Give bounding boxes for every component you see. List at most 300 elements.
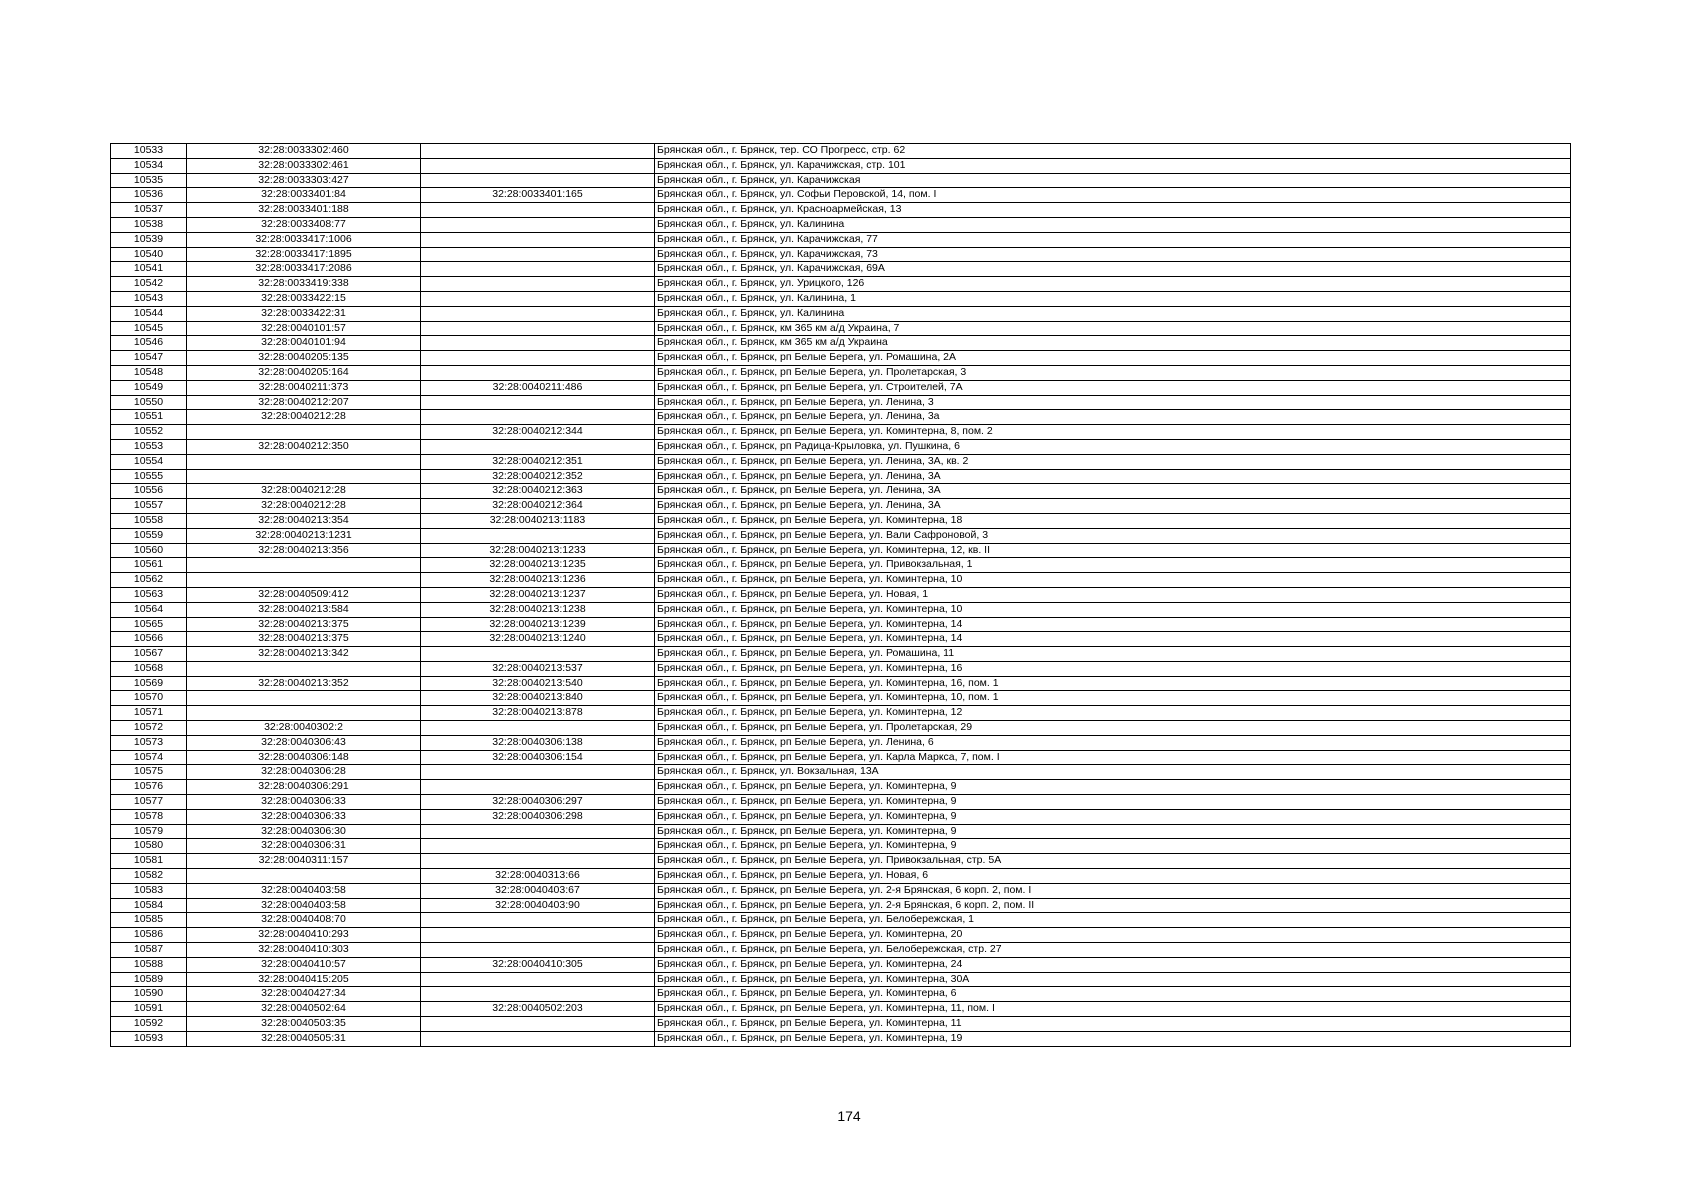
cadastral-number-cell [187, 706, 421, 721]
cadastral-number-cell: 32:28:0033422:31 [187, 306, 421, 321]
row-number-cell: 10558 [111, 513, 187, 528]
table-row [111, 632, 1571, 647]
related-cadastral-number-cell: 32:28:0040306:297 [421, 795, 655, 810]
cadastral-number-cell: 32:28:0040306:28 [187, 765, 421, 780]
address-cell: Брянская обл., г. Брянск, рп Белые Берега, ул. Коминтерна, 11 [655, 1017, 1571, 1032]
row-number-cell: 10543 [111, 291, 187, 306]
table-row [111, 1031, 1571, 1046]
address-cell: Брянская обл., г. Брянск, рп Белые Берега, ул. Ленина, 6 [655, 735, 1571, 750]
cadastral-number-cell: 32:28:0040509:412 [187, 587, 421, 602]
related-cadastral-number-cell: 32:28:0040213:540 [421, 676, 655, 691]
address-cell: Брянская обл., г. Брянск, рп Белые Берега, ул. Коминтерна, 10 [655, 573, 1571, 588]
table-row [111, 898, 1571, 913]
related-cadastral-number-cell: 32:28:0040403:90 [421, 898, 655, 913]
related-cadastral-number-cell [421, 351, 655, 366]
row-number-cell: 10590 [111, 987, 187, 1002]
row-number-cell: 10573 [111, 735, 187, 750]
table-row [111, 410, 1571, 425]
cadastral-number-cell [187, 425, 421, 440]
cadastral-number-cell: 32:28:0040213:375 [187, 617, 421, 632]
related-cadastral-number-cell: 32:28:0040213:537 [421, 661, 655, 676]
table-row [111, 1017, 1571, 1032]
table-row [111, 943, 1571, 958]
table-row [111, 883, 1571, 898]
related-cadastral-number-cell [421, 854, 655, 869]
address-cell: Брянская обл., г. Брянск, ул. Калинина, 1 [655, 291, 1571, 306]
row-number-cell: 10572 [111, 721, 187, 736]
address-cell: Брянская обл., г. Брянск, рп Белые Берега, ул. Коминтерна, 12, кв. II [655, 543, 1571, 558]
cadastral-number-cell: 32:28:0040410:303 [187, 943, 421, 958]
row-number-cell: 10581 [111, 854, 187, 869]
row-number-cell: 10566 [111, 632, 187, 647]
cadastral-number-cell: 32:28:0040306:33 [187, 795, 421, 810]
address-cell: Брянская обл., г. Брянск, тер. СО Прогресс, стр. 62 [655, 144, 1571, 159]
table-row [111, 691, 1571, 706]
related-cadastral-number-cell [421, 262, 655, 277]
related-cadastral-number-cell: 32:28:0040313:66 [421, 869, 655, 884]
related-cadastral-number-cell: 32:28:0040212:364 [421, 499, 655, 514]
related-cadastral-number-cell: 32:28:0040306:138 [421, 735, 655, 750]
table-row [111, 661, 1571, 676]
table-row [111, 676, 1571, 691]
related-cadastral-number-cell [421, 306, 655, 321]
cadastral-number-cell [187, 454, 421, 469]
cadastral-number-cell [187, 691, 421, 706]
cadastral-number-cell: 32:28:0040410:293 [187, 928, 421, 943]
cadastral-number-cell: 32:28:0040212:28 [187, 410, 421, 425]
cadastral-number-cell: 32:28:0033417:1006 [187, 232, 421, 247]
address-cell: Брянская обл., г. Брянск, рп Белые Берега, ул. Коминтерна, 9 [655, 809, 1571, 824]
table-row [111, 809, 1571, 824]
cadastral-number-cell: 32:28:0040213:1231 [187, 528, 421, 543]
address-cell: Брянская обл., г. Брянск, рп Белые Берега, ул. Ромашина, 11 [655, 647, 1571, 662]
cadastral-number-cell [187, 573, 421, 588]
row-number-cell: 10583 [111, 883, 187, 898]
related-cadastral-number-cell: 32:28:0040213:1236 [421, 573, 655, 588]
row-number-cell: 10564 [111, 602, 187, 617]
related-cadastral-number-cell: 32:28:0040212:351 [421, 454, 655, 469]
table-row [111, 484, 1571, 499]
address-cell: Брянская обл., г. Брянск, ул. Вокзальная, 13А [655, 765, 1571, 780]
table-row [111, 765, 1571, 780]
row-number-cell: 10555 [111, 469, 187, 484]
table-row [111, 573, 1571, 588]
table-row [111, 306, 1571, 321]
address-cell: Брянская обл., г. Брянск, ул. Красноармейская, 13 [655, 203, 1571, 218]
table-row [111, 647, 1571, 662]
cadastral-number-cell: 32:28:0040213:342 [187, 647, 421, 662]
address-cell: Брянская обл., г. Брянск, рп Белые Берега, ул. Карла Маркса, 7, пом. I [655, 750, 1571, 765]
address-cell: Брянская обл., г. Брянск, рп Белые Берега, ул. Коминтерна, 10 [655, 602, 1571, 617]
cadastral-number-cell: 32:28:0040306:30 [187, 824, 421, 839]
table-row [111, 380, 1571, 395]
cadastral-number-cell: 32:28:0040403:58 [187, 898, 421, 913]
row-number-cell: 10547 [111, 351, 187, 366]
cadastral-number-cell: 32:28:0040403:58 [187, 883, 421, 898]
address-cell: Брянская обл., г. Брянск, рп Белые Берега, ул. Ленина, 3 [655, 395, 1571, 410]
table-row [111, 972, 1571, 987]
table-row [111, 469, 1571, 484]
cadastral-number-cell [187, 661, 421, 676]
related-cadastral-number-cell [421, 217, 655, 232]
related-cadastral-number-cell: 32:28:0040211:486 [421, 380, 655, 395]
related-cadastral-number-cell: 32:28:0040306:154 [421, 750, 655, 765]
row-number-cell: 10548 [111, 365, 187, 380]
address-cell: Брянская обл., г. Брянск, рп Белые Берега, ул. Коминтерна, 20 [655, 928, 1571, 943]
cadastral-number-cell: 32:28:0040306:291 [187, 780, 421, 795]
row-number-cell: 10538 [111, 217, 187, 232]
row-number-cell: 10537 [111, 203, 187, 218]
address-cell: Брянская обл., г. Брянск, ул. Карачижская, 73 [655, 247, 1571, 262]
table-row [111, 351, 1571, 366]
row-number-cell: 10576 [111, 780, 187, 795]
cadastral-number-cell: 32:28:0033302:461 [187, 158, 421, 173]
row-number-cell: 10578 [111, 809, 187, 824]
address-cell: Брянская обл., г. Брянск, рп Белые Берега, ул. Коминтерна, 12 [655, 706, 1571, 721]
cadastral-number-cell: 32:28:0040213:352 [187, 676, 421, 691]
related-cadastral-number-cell [421, 765, 655, 780]
address-cell: Брянская обл., г. Брянск, рп Белые Берега, ул. Белобережская, 1 [655, 913, 1571, 928]
cadastral-number-cell: 32:28:0040101:94 [187, 336, 421, 351]
row-number-cell: 10570 [111, 691, 187, 706]
related-cadastral-number-cell [421, 943, 655, 958]
cadastral-number-cell: 32:28:0040306:148 [187, 750, 421, 765]
row-number-cell: 10534 [111, 158, 187, 173]
row-number-cell: 10579 [111, 824, 187, 839]
table-row [111, 528, 1571, 543]
related-cadastral-number-cell: 32:28:0040213:1233 [421, 543, 655, 558]
related-cadastral-number-cell [421, 144, 655, 159]
related-cadastral-number-cell: 32:28:0040213:1240 [421, 632, 655, 647]
related-cadastral-number-cell: 32:28:0040212:352 [421, 469, 655, 484]
cadastral-number-cell: 32:28:0040408:70 [187, 913, 421, 928]
cadastral-number-cell: 32:28:0040213:375 [187, 632, 421, 647]
related-cadastral-number-cell [421, 824, 655, 839]
cadastral-number-cell: 32:28:0040212:207 [187, 395, 421, 410]
address-cell: Брянская обл., г. Брянск, ул. Карачижская, 69А [655, 262, 1571, 277]
cadastral-number-cell: 32:28:0033302:460 [187, 144, 421, 159]
cadastral-number-cell: 32:28:0040213:354 [187, 513, 421, 528]
related-cadastral-number-cell: 32:28:0040213:1237 [421, 587, 655, 602]
table-row [111, 247, 1571, 262]
table-row [111, 513, 1571, 528]
address-cell: Брянская обл., г. Брянск, рп Белые Берега, ул. Пролетарская, 3 [655, 365, 1571, 380]
cadastral-number-cell: 32:28:0040505:31 [187, 1031, 421, 1046]
row-number-cell: 10565 [111, 617, 187, 632]
row-number-cell: 10568 [111, 661, 187, 676]
row-number-cell: 10588 [111, 957, 187, 972]
table-row [111, 291, 1571, 306]
related-cadastral-number-cell [421, 173, 655, 188]
cadastral-number-cell: 32:28:0033303:427 [187, 173, 421, 188]
table-row [111, 395, 1571, 410]
table-row [111, 217, 1571, 232]
cadastral-number-cell: 32:28:0040101:57 [187, 321, 421, 336]
cadastral-number-cell: 32:28:0040502:64 [187, 1002, 421, 1017]
address-cell: Брянская обл., г. Брянск, рп Белые Берега, ул. Коминтерна, 16, пом. 1 [655, 676, 1571, 691]
row-number-cell: 10551 [111, 410, 187, 425]
cadastral-number-cell: 32:28:0033408:77 [187, 217, 421, 232]
related-cadastral-number-cell [421, 410, 655, 425]
row-number-cell: 10535 [111, 173, 187, 188]
cadastral-number-cell: 32:28:0040306:31 [187, 839, 421, 854]
row-number-cell: 10546 [111, 336, 187, 351]
related-cadastral-number-cell [421, 913, 655, 928]
related-cadastral-number-cell [421, 528, 655, 543]
row-number-cell: 10591 [111, 1002, 187, 1017]
table-row [111, 587, 1571, 602]
table-row [111, 795, 1571, 810]
cadastral-number-cell [187, 869, 421, 884]
address-cell: Брянская обл., г. Брянск, рп Белые Берега, ул. Коминтерна, 9 [655, 824, 1571, 839]
address-cell: Брянская обл., г. Брянск, рп Белые Берега, ул. Коминтерна, 6 [655, 987, 1571, 1002]
related-cadastral-number-cell: 32:28:0040502:203 [421, 1002, 655, 1017]
row-number-cell: 10593 [111, 1031, 187, 1046]
address-cell: Брянская обл., г. Брянск, рп Белые Берега, ул. 2-я Брянская, 6 корп. 2, пом. II [655, 898, 1571, 913]
address-cell: Брянская обл., г. Брянск, ул. Софьи Перовской, 14, пом. I [655, 188, 1571, 203]
row-number-cell: 10587 [111, 943, 187, 958]
related-cadastral-number-cell [421, 365, 655, 380]
cadastral-number-cell: 32:28:0040205:135 [187, 351, 421, 366]
row-number-cell: 10584 [111, 898, 187, 913]
table-row [111, 839, 1571, 854]
related-cadastral-number-cell [421, 321, 655, 336]
row-number-cell: 10592 [111, 1017, 187, 1032]
cadastral-number-cell: 32:28:0040212:350 [187, 439, 421, 454]
related-cadastral-number-cell [421, 1031, 655, 1046]
row-number-cell: 10589 [111, 972, 187, 987]
address-cell: Брянская обл., г. Брянск, рп Белые Берега, ул. Коминтерна, 10, пом. 1 [655, 691, 1571, 706]
address-cell: Брянская обл., г. Брянск, рп Белые Берега, ул. Ленина, 3А [655, 499, 1571, 514]
table-row [111, 735, 1571, 750]
cadastral-number-cell: 32:28:0040503:35 [187, 1017, 421, 1032]
related-cadastral-number-cell: 32:28:0040213:1235 [421, 558, 655, 573]
table-row [111, 617, 1571, 632]
row-number-cell: 10556 [111, 484, 187, 499]
table-row [111, 854, 1571, 869]
row-number-cell: 10552 [111, 425, 187, 440]
related-cadastral-number-cell [421, 247, 655, 262]
related-cadastral-number-cell [421, 395, 655, 410]
table-row [111, 987, 1571, 1002]
address-cell: Брянская обл., г. Брянск, рп Белые Берега, ул. Коминтерна, 19 [655, 1031, 1571, 1046]
related-cadastral-number-cell [421, 336, 655, 351]
table-row [111, 144, 1571, 159]
table-row [111, 321, 1571, 336]
table-row [111, 365, 1571, 380]
address-cell: Брянская обл., г. Брянск, рп Белые Берега, ул. Коминтерна, 18 [655, 513, 1571, 528]
table-row [111, 336, 1571, 351]
related-cadastral-number-cell: 32:28:0040403:67 [421, 883, 655, 898]
registry-table [110, 143, 1571, 1047]
row-number-cell: 10540 [111, 247, 187, 262]
address-cell: Брянская обл., г. Брянск, ул. Калинина [655, 217, 1571, 232]
address-cell: Брянская обл., г. Брянск, рп Белые Берега, ул. Коминтерна, 14 [655, 632, 1571, 647]
registry-table-body [111, 144, 1571, 1047]
address-cell: Брянская обл., г. Брянск, рп Белые Берега, ул. Коминтерна, 9 [655, 839, 1571, 854]
row-number-cell: 10582 [111, 869, 187, 884]
row-number-cell: 10586 [111, 928, 187, 943]
row-number-cell: 10544 [111, 306, 187, 321]
cadastral-number-cell: 32:28:0040212:28 [187, 484, 421, 499]
row-number-cell: 10580 [111, 839, 187, 854]
related-cadastral-number-cell: 32:28:0040213:840 [421, 691, 655, 706]
related-cadastral-number-cell: 32:28:0040213:1183 [421, 513, 655, 528]
cadastral-number-cell: 32:28:0040213:584 [187, 602, 421, 617]
row-number-cell: 10553 [111, 439, 187, 454]
row-number-cell: 10562 [111, 573, 187, 588]
row-number-cell: 10575 [111, 765, 187, 780]
cadastral-number-cell: 32:28:0040415:205 [187, 972, 421, 987]
table-row [111, 721, 1571, 736]
address-cell: Брянская обл., г. Брянск, рп Белые Берега, ул. Ромашина, 2А [655, 351, 1571, 366]
table-row [111, 824, 1571, 839]
address-cell: Брянская обл., г. Брянск, ул. Калинина [655, 306, 1571, 321]
related-cadastral-number-cell: 32:28:0040306:298 [421, 809, 655, 824]
address-cell: Брянская обл., г. Брянск, рп Белые Берега, ул. Коминтерна, 8, пом. 2 [655, 425, 1571, 440]
table-row [111, 232, 1571, 247]
cadastral-number-cell [187, 558, 421, 573]
address-cell: Брянская обл., г. Брянск, рп Белые Берега, ул. Коминтерна, 11, пом. I [655, 1002, 1571, 1017]
table-row [111, 158, 1571, 173]
cadastral-number-cell [187, 469, 421, 484]
related-cadastral-number-cell [421, 721, 655, 736]
cadastral-number-cell: 32:28:0040306:33 [187, 809, 421, 824]
row-number-cell: 10563 [111, 587, 187, 602]
table-row [111, 750, 1571, 765]
row-number-cell: 10557 [111, 499, 187, 514]
table-row [111, 499, 1571, 514]
table-row [111, 913, 1571, 928]
address-cell: Брянская обл., г. Брянск, рп Белые Берега, ул. Ленина, 3А, кв. 2 [655, 454, 1571, 469]
cadastral-number-cell: 32:28:0040213:356 [187, 543, 421, 558]
row-number-cell: 10567 [111, 647, 187, 662]
cadastral-number-cell: 32:28:0033417:2086 [187, 262, 421, 277]
related-cadastral-number-cell [421, 439, 655, 454]
related-cadastral-number-cell [421, 780, 655, 795]
row-number-cell: 10550 [111, 395, 187, 410]
row-number-cell: 10577 [111, 795, 187, 810]
table-row [111, 928, 1571, 943]
table-row [111, 425, 1571, 440]
related-cadastral-number-cell: 32:28:0040212:344 [421, 425, 655, 440]
related-cadastral-number-cell [421, 987, 655, 1002]
address-cell: Брянская обл., г. Брянск, рп Белые Берега, ул. Новая, 6 [655, 869, 1571, 884]
address-cell: Брянская обл., г. Брянск, рп Радица-Крыловка, ул. Пушкина, 6 [655, 439, 1571, 454]
related-cadastral-number-cell: 32:28:0040410:305 [421, 957, 655, 972]
cadastral-number-cell: 32:28:0040311:157 [187, 854, 421, 869]
address-cell: Брянская обл., г. Брянск, рп Белые Берега, ул. Ленина, 3а [655, 410, 1571, 425]
related-cadastral-number-cell: 32:28:0040213:878 [421, 706, 655, 721]
cadastral-number-cell: 32:28:0033401:84 [187, 188, 421, 203]
table-row [111, 439, 1571, 454]
table-row [111, 869, 1571, 884]
row-number-cell: 10541 [111, 262, 187, 277]
address-cell: Брянская обл., г. Брянск, ул. Урицкого, 126 [655, 277, 1571, 292]
row-number-cell: 10554 [111, 454, 187, 469]
address-cell: Брянская обл., г. Брянск, рп Белые Берега, ул. Строителей, 7А [655, 380, 1571, 395]
row-number-cell: 10585 [111, 913, 187, 928]
related-cadastral-number-cell: 32:28:0040213:1239 [421, 617, 655, 632]
address-cell: Брянская обл., г. Брянск, рп Белые Берега, ул. Ленина, 3А [655, 469, 1571, 484]
row-number-cell: 10542 [111, 277, 187, 292]
address-cell: Брянская обл., г. Брянск, рп Белые Берега, ул. Белобережская, стр. 27 [655, 943, 1571, 958]
row-number-cell: 10545 [111, 321, 187, 336]
table-row [111, 780, 1571, 795]
table-row [111, 203, 1571, 218]
row-number-cell: 10571 [111, 706, 187, 721]
table-row [111, 454, 1571, 469]
cadastral-number-cell: 32:28:0040205:164 [187, 365, 421, 380]
cadastral-number-cell: 32:28:0033401:188 [187, 203, 421, 218]
address-cell: Брянская обл., г. Брянск, рп Белые Берега, ул. Вали Сафроновой, 3 [655, 528, 1571, 543]
cadastral-number-cell: 32:28:0040211:373 [187, 380, 421, 395]
row-number-cell: 10533 [111, 144, 187, 159]
address-cell: Брянская обл., г. Брянск, рп Белые Берега, ул. Привокзальная, 1 [655, 558, 1571, 573]
table-row [111, 543, 1571, 558]
cadastral-number-cell: 32:28:0033417:1895 [187, 247, 421, 262]
table-row [111, 706, 1571, 721]
address-cell: Брянская обл., г. Брянск, рп Белые Берега, ул. Коминтерна, 16 [655, 661, 1571, 676]
address-cell: Брянская обл., г. Брянск, рп Белые Берега, ул. Ленина, 3А [655, 484, 1571, 499]
related-cadastral-number-cell: 32:28:0033401:165 [421, 188, 655, 203]
row-number-cell: 10536 [111, 188, 187, 203]
cadastral-number-cell: 32:28:0040212:28 [187, 499, 421, 514]
related-cadastral-number-cell [421, 1017, 655, 1032]
row-number-cell: 10574 [111, 750, 187, 765]
cadastral-number-cell: 32:28:0033419:338 [187, 277, 421, 292]
table-row [111, 188, 1571, 203]
related-cadastral-number-cell [421, 972, 655, 987]
table-row [111, 558, 1571, 573]
address-cell: Брянская обл., г. Брянск, рп Белые Берега, ул. Коминтерна, 24 [655, 957, 1571, 972]
address-cell: Брянская обл., г. Брянск, рп Белые Берега, ул. 2-я Брянская, 6 корп. 2, пом. I [655, 883, 1571, 898]
related-cadastral-number-cell: 32:28:0040213:1238 [421, 602, 655, 617]
address-cell: Брянская обл., г. Брянск, км 365 км а/д Украина [655, 336, 1571, 351]
address-cell: Брянская обл., г. Брянск, ул. Карачижская [655, 173, 1571, 188]
row-number-cell: 10569 [111, 676, 187, 691]
table-row [111, 957, 1571, 972]
row-number-cell: 10561 [111, 558, 187, 573]
cadastral-number-cell: 32:28:0040427:34 [187, 987, 421, 1002]
related-cadastral-number-cell [421, 928, 655, 943]
table-row [111, 602, 1571, 617]
related-cadastral-number-cell [421, 291, 655, 306]
related-cadastral-number-cell [421, 277, 655, 292]
related-cadastral-number-cell [421, 647, 655, 662]
table-row [111, 277, 1571, 292]
cadastral-number-cell: 32:28:0033422:15 [187, 291, 421, 306]
row-number-cell: 10549 [111, 380, 187, 395]
cadastral-number-cell: 32:28:0040302:2 [187, 721, 421, 736]
cadastral-number-cell: 32:28:0040410:57 [187, 957, 421, 972]
address-cell: Брянская обл., г. Брянск, ул. Карачижская, 77 [655, 232, 1571, 247]
address-cell: Брянская обл., г. Брянск, рп Белые Берега, ул. Привокзальная, стр. 5А [655, 854, 1571, 869]
address-cell: Брянская обл., г. Брянск, рп Белые Берега, ул. Коминтерна, 9 [655, 780, 1571, 795]
table-row [111, 1002, 1571, 1017]
address-cell: Брянская обл., г. Брянск, рп Белые Берега, ул. Коминтерна, 14 [655, 617, 1571, 632]
address-cell: Брянская обл., г. Брянск, ул. Карачижская, стр. 101 [655, 158, 1571, 173]
address-cell: Брянская обл., г. Брянск, рп Белые Берега, ул. Новая, 1 [655, 587, 1571, 602]
row-number-cell: 10539 [111, 232, 187, 247]
row-number-cell: 10559 [111, 528, 187, 543]
page-number: 174 [837, 1108, 861, 1124]
related-cadastral-number-cell [421, 232, 655, 247]
related-cadastral-number-cell: 32:28:0040212:363 [421, 484, 655, 499]
table-row [111, 173, 1571, 188]
address-cell: Брянская обл., г. Брянск, рп Белые Берега, ул. Коминтерна, 9 [655, 795, 1571, 810]
address-cell: Брянская обл., г. Брянск, рп Белые Берега, ул. Коминтерна, 30А [655, 972, 1571, 987]
